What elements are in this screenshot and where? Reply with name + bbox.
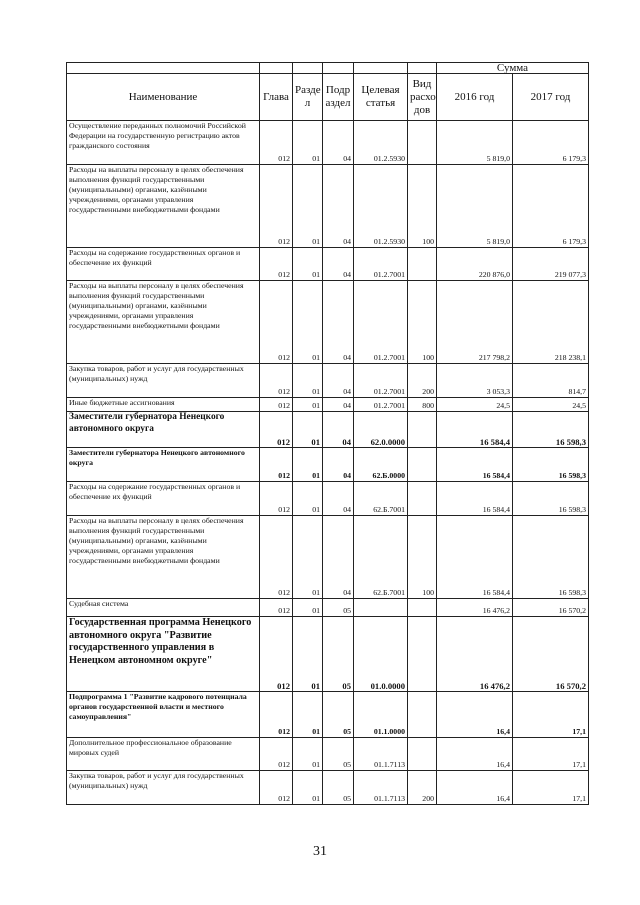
subsection-cell: 05 (323, 692, 354, 738)
amount-2016: 16 584,4 (437, 482, 513, 516)
amount-2017: 17,1 (513, 692, 589, 738)
table-row (67, 771, 589, 805)
subsection-cell: 05 (323, 599, 354, 617)
page-number: 31 (313, 844, 327, 859)
expense-type-cell: 800 (408, 398, 437, 412)
section-cell: 01 (293, 617, 323, 692)
subsection-cell: 04 (323, 281, 354, 364)
year-2016-header: 2016 год (437, 74, 513, 121)
row-name: Государственная программа Ненецкого автономного округа "Развитие государственного управления в Ненецком автономном округе" (67, 617, 260, 692)
section-cell: 01 (293, 516, 323, 599)
header-top-row (67, 63, 589, 74)
subsection-cell: 04 (323, 516, 354, 599)
target-cell: 01.1.7113 (354, 771, 408, 805)
target-cell: 01.0.0000 (354, 617, 408, 692)
expense-type-cell (408, 599, 437, 617)
table-row (67, 281, 589, 364)
section-cell: 01 (293, 482, 323, 516)
amount-2016: 24,5 (437, 398, 513, 412)
amount-2017: 16 598,3 (513, 412, 589, 448)
subsection-cell: 04 (323, 482, 354, 516)
expense-type-cell (408, 248, 437, 281)
row-name: Расходы на выплаты персоналу в целях обеспечения выполнения функций государственными (муниципальными) органами, казёнными учреждениями, органами управления государственными внебюджетными фондами (67, 165, 260, 248)
amount-2017: 16 570,2 (513, 599, 589, 617)
expense-type-cell: 200 (408, 771, 437, 805)
subsection-cell: 05 (323, 738, 354, 771)
amount-2017: 17,1 (513, 771, 589, 805)
row-name: Иные бюджетные ассигнования (67, 398, 260, 412)
amount-2016: 16 584,4 (437, 448, 513, 482)
amount-2017: 16 598,3 (513, 448, 589, 482)
amount-2017: 814,7 (513, 364, 589, 398)
chapter-cell: 012 (260, 738, 293, 771)
row-name: Расходы на содержание государственных органов и обеспечение их функций (67, 482, 260, 516)
target-cell: 01.2.5930 (354, 165, 408, 248)
amount-2016: 217 798,2 (437, 281, 513, 364)
subsection-cell: 04 (323, 448, 354, 482)
expense-type-cell (408, 738, 437, 771)
amount-2016: 3 053,3 (437, 364, 513, 398)
target-cell: 01.2.5930 (354, 121, 408, 165)
row-name: Расходы на выплаты персоналу в целях обеспечения выполнения функций государственными (муниципальными) органами, казёнными учреждениями, органами управления государственными внебюджетными фондами (67, 516, 260, 599)
expense-type-cell: 100 (408, 516, 437, 599)
row-name: Судебная система (67, 599, 260, 617)
row-name: Расходы на выплаты персоналу в целях обеспечения выполнения функций государственными (муниципальными) органами, казёнными учреждениями, органами управления государственными внебюджетными фондами (67, 281, 260, 364)
table-row (67, 448, 589, 482)
expense-type-cell (408, 121, 437, 165)
target-cell: 01.2.7001 (354, 364, 408, 398)
row-name: Расходы на содержание государственных органов и обеспечение их функций (67, 248, 260, 281)
amount-2016: 16,4 (437, 738, 513, 771)
amount-2017: 16 598,3 (513, 482, 589, 516)
target-cell: 62.Б.7001 (354, 482, 408, 516)
chapter-cell: 012 (260, 121, 293, 165)
row-name: Подпрограмма 1 "Развитие кадрового потенциала органов государственной власти и местного самоуправления" (67, 692, 260, 738)
expense-type-cell: 100 (408, 281, 437, 364)
amount-2016: 16 584,4 (437, 516, 513, 599)
section-cell: 01 (293, 599, 323, 617)
row-name: Дополнительное профессиональное образование мировых судей (67, 738, 260, 771)
name-header: Наименование (67, 74, 260, 121)
amount-2017: 6 179,3 (513, 165, 589, 248)
amount-2016: 16 584,4 (437, 412, 513, 448)
target-cell: 62.Б.0000 (354, 448, 408, 482)
section-cell: 01 (293, 412, 323, 448)
table-row (67, 165, 589, 248)
table-row (67, 516, 589, 599)
subsection-cell: 04 (323, 248, 354, 281)
section-header: Разде л (293, 74, 323, 121)
chapter-header: Глава (260, 74, 293, 121)
chapter-cell: 012 (260, 599, 293, 617)
table-row (67, 482, 589, 516)
expense-type-cell: 100 (408, 165, 437, 248)
chapter-cell: 012 (260, 165, 293, 248)
amount-2017: 17,1 (513, 738, 589, 771)
table-row (67, 248, 589, 281)
chapter-cell: 012 (260, 281, 293, 364)
chapter-cell: 012 (260, 412, 293, 448)
table-row (67, 121, 589, 165)
amount-2017: 6 179,3 (513, 121, 589, 165)
target-cell (354, 599, 408, 617)
subsection-cell: 04 (323, 412, 354, 448)
target-cell: 01.1.7113 (354, 738, 408, 771)
row-name: Осуществление переданных полномочий Российской Федерации на государственную регистрацию актов гражданского состояния (67, 121, 260, 165)
amount-2017: 16 570,2 (513, 617, 589, 692)
table-row (67, 412, 589, 448)
chapter-cell: 012 (260, 448, 293, 482)
amount-2016: 5 819,0 (437, 121, 513, 165)
amount-2016: 220 876,0 (437, 248, 513, 281)
expense-type-header: Вид расхо дов (408, 74, 437, 121)
target-header: Целевая статья (354, 74, 408, 121)
chapter-cell: 012 (260, 364, 293, 398)
chapter-cell: 012 (260, 398, 293, 412)
table-row (67, 738, 589, 771)
table-row (67, 692, 589, 738)
section-cell: 01 (293, 248, 323, 281)
section-cell: 01 (293, 771, 323, 805)
chapter-cell: 012 (260, 248, 293, 281)
chapter-cell: 012 (260, 771, 293, 805)
section-cell: 01 (293, 165, 323, 248)
row-name: Заместители губернатора Ненецкого автономного округа (67, 448, 260, 482)
expense-type-cell (408, 617, 437, 692)
year-2017-header: 2017 год (513, 74, 589, 121)
target-cell: 01.2.7001 (354, 398, 408, 412)
section-cell: 01 (293, 281, 323, 364)
chapter-cell: 012 (260, 482, 293, 516)
chapter-cell: 012 (260, 692, 293, 738)
amount-2017: 24,5 (513, 398, 589, 412)
subsection-header: Подр аздел (323, 74, 354, 121)
amount-2016: 16,4 (437, 692, 513, 738)
amount-2017: 16 598,3 (513, 516, 589, 599)
amount-2016: 16 476,2 (437, 599, 513, 617)
section-cell: 01 (293, 364, 323, 398)
header-row (67, 74, 589, 121)
expense-type-cell: 200 (408, 364, 437, 398)
subsection-cell: 05 (323, 617, 354, 692)
section-cell: 01 (293, 738, 323, 771)
chapter-cell: 012 (260, 617, 293, 692)
target-cell: 62.Б.7001 (354, 516, 408, 599)
row-name: Закупка товаров, работ и услуг для государственных (муниципальных) нужд (67, 771, 260, 805)
table-row (67, 364, 589, 398)
table-row (67, 398, 589, 412)
amount-2017: 218 238,1 (513, 281, 589, 364)
target-cell: 62.0.0000 (354, 412, 408, 448)
amount-2016: 5 819,0 (437, 165, 513, 248)
amount-2017: 219 077,3 (513, 248, 589, 281)
chapter-cell: 012 (260, 516, 293, 599)
budget-table (66, 62, 589, 805)
sum-header: Сумма (437, 63, 589, 74)
target-cell: 01.2.7001 (354, 248, 408, 281)
target-cell: 01.2.7001 (354, 281, 408, 364)
section-cell: 01 (293, 121, 323, 165)
amount-2016: 16,4 (437, 771, 513, 805)
expense-type-cell (408, 692, 437, 738)
subsection-cell: 04 (323, 398, 354, 412)
subsection-cell: 05 (323, 771, 354, 805)
subsection-cell: 04 (323, 364, 354, 398)
section-cell: 01 (293, 692, 323, 738)
expense-type-cell (408, 412, 437, 448)
row-name: Заместители губернатора Ненецкого автономного округа (67, 412, 260, 448)
table-row (67, 599, 589, 617)
expense-type-cell (408, 448, 437, 482)
table-row (67, 617, 589, 692)
subsection-cell: 04 (323, 121, 354, 165)
target-cell: 01.1.0000 (354, 692, 408, 738)
row-name: Закупка товаров, работ и услуг для государственных (муниципальных) нужд (67, 364, 260, 398)
section-cell: 01 (293, 448, 323, 482)
subsection-cell: 04 (323, 165, 354, 248)
section-cell: 01 (293, 398, 323, 412)
amount-2016: 16 476,2 (437, 617, 513, 692)
expense-type-cell (408, 482, 437, 516)
